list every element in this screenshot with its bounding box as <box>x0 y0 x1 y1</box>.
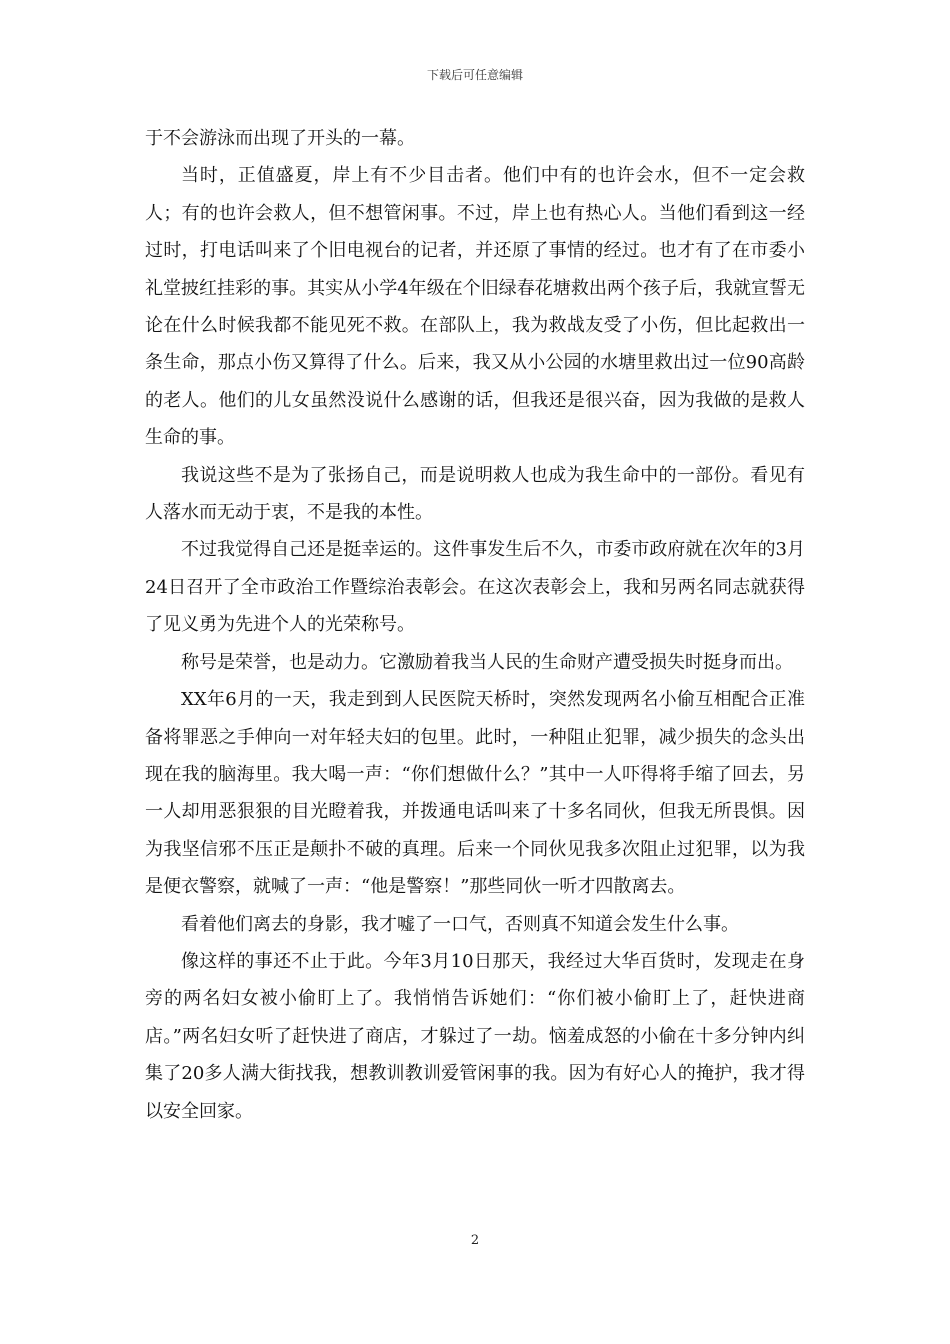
page-number: 2 <box>470 1233 480 1248</box>
paragraph: 于不会游泳而出现了开头的一幕。 <box>145 128 415 149</box>
paragraph: 不过我觉得自己还是挺幸运的。这件事发生后不久，市委市政府就在次年的3月24日召开了全市政治工作暨综治表彰会。在这次表彰会上，我和另两名同志就获得了见义勇为先进个人的光荣称号。 <box>145 539 805 636</box>
paragraph: 看着他们离去的身影，我才嘘了一口气，否则真不知道会发生什么事。 <box>181 913 739 935</box>
paragraph: 像这样的事还不止于此。今年3月10日那天，我经过大华百货时，发现走在身旁的两名妇女被小偷盯上了。我悄悄告诉她们：“你们被小偷盯上了，赶快进商店。”两名妇女听了赶快进了商店，才躲过了一劫。恼羞成怒的小偷在十多分钟内纠集了20多人满大街找我，想教训教训爱管闲事的我。因为有好心人的掩护，我才得以安全回家。 <box>145 950 805 1122</box>
page-header: 下载后可任意编辑 <box>426 68 523 82</box>
paragraph: XX年6月的一天，我走到到人民医院天桥时，突然发现两名小偷互相配合正准备将罪恶之手伸向一对年轻夫妇的包里。此时，一种阻止犯罪，减少损失的念头出现在我的脑海里。我大喝一声：“你们想做什么？”其中一人吓得将手缩了回去，另一人却用恶狠狠的目光瞪着我，并拨通电话叫来了十多名同伙，但我无所畏惧。因为我坚信邪不压正是颠扑不破的真理。后来一个同伙见我多次阻止过犯罪，以为我是便衣警察，就喊了一声：“他是警察！”那些同伙一听才四散离去。 <box>145 689 805 898</box>
document-body <box>145 120 805 1130</box>
paragraph: 我说这些不是为了张扬自己，而是说明救人也成为我生命中的一部份。看见有人落水而无动于衷，不是我的本性。 <box>145 464 805 524</box>
paragraph: 当时，正值盛夏，岸上有不少目击者。他们中有的也许会水，但不一定会救人；有的也许会救人，但不想管闲事。不过，岸上也有热心人。当他们看到这一经过时，打电话叫来了个旧电视台的记者，并还原了事情的经过。也才有了在市委小礼堂披红挂彩的事。其实从小学4年级在个旧绿春花塘救出两个孩子后，我就宣誓无论在什么时候我都不能见死不救。在部队上，我为救战友受了小伤，但比起救出一条生命，那点小伤又算得了什么。后来，我又从小公园的水塘里救出过一位90高龄的老人。他们的儿女虽然没说什么感谢的话，但我还是很兴奋，因为我做的是救人生命的事。 <box>145 165 805 449</box>
paragraph: 称号是荣誉，也是动力。它激励着我当人民的生命财产遭受损失时挺身而出。 <box>181 651 793 673</box>
